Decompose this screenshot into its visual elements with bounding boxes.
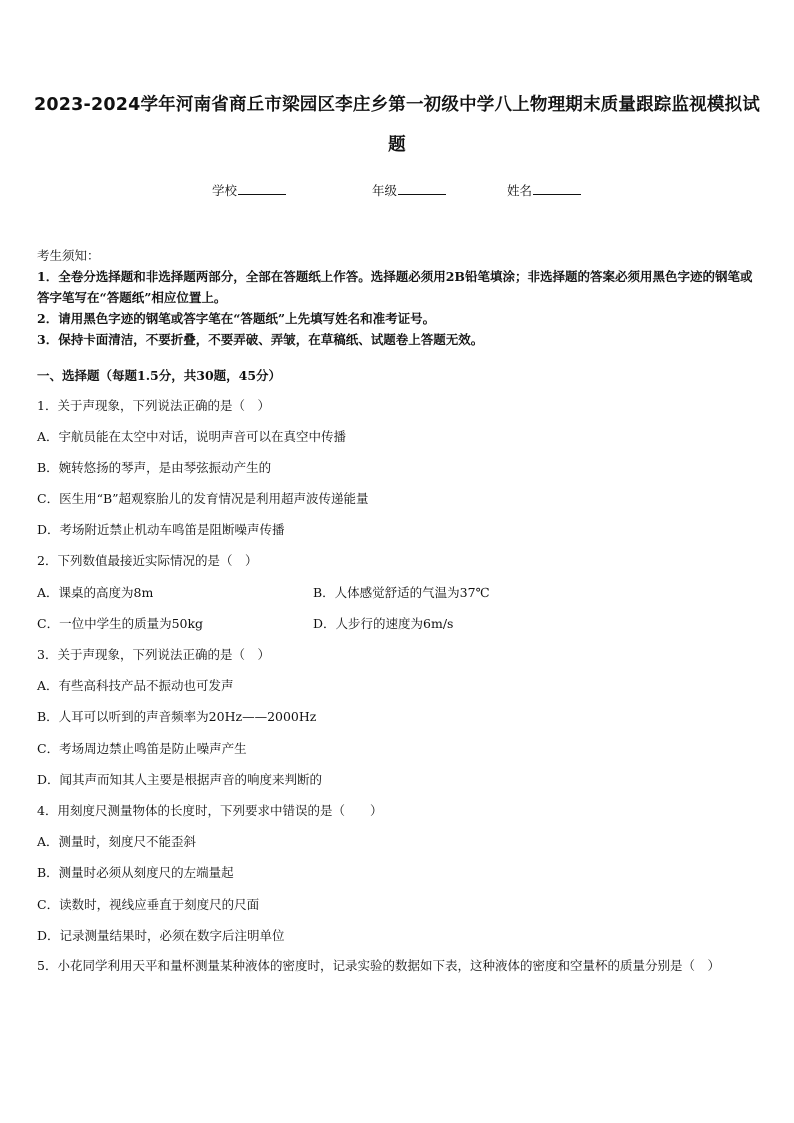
question-stem: 3．关于声现象，下列说法正确的是（ ）: [37, 647, 270, 662]
school-label: 学校: [212, 183, 238, 198]
question-option[interactable]: C．读数时，视线应垂直于刻度尺的尺面: [37, 897, 260, 912]
question-option[interactable]: B．人体感觉舒适的气温为37℃: [313, 585, 490, 600]
question-option[interactable]: D．考场附近禁止机动车鸣笛是阻断噪声传播: [37, 522, 285, 537]
question-stem: 5．小花同学利用天平和量杯测量某种液体的密度时，记录实验的数据如下表，这种液体的密度和空量杯的质量分别是（ ）: [37, 958, 720, 973]
notice-item: 2．请用黑色字迹的钢笔或答字笔在“答题纸”上先填写姓名和准考证号。: [37, 311, 436, 326]
question-option[interactable]: A．有些高科技产品不振动也可发声: [37, 678, 234, 693]
question-stem: 1．关于声现象，下列说法正确的是（ ）: [37, 398, 270, 413]
exam-notice: [37, 245, 761, 350]
question-option[interactable]: D．人步行的速度为6m/s: [313, 616, 454, 631]
name-field: [507, 180, 581, 199]
question-option[interactable]: C．考场周边禁止鸣笛是防止噪声产生: [37, 741, 247, 756]
school-blank[interactable]: [238, 180, 286, 195]
section-heading: 一、选择题（每题1.5分，共30题，45分）: [37, 368, 282, 383]
page-title: 2023-2024学年河南省商丘市梁园区李庄乡第一初级中学八上物理期末质量跟踪监视模拟试题: [34, 95, 760, 155]
question-option[interactable]: B．人耳可以听到的声音频率为20Hz——2000Hz: [37, 709, 317, 724]
notice-heading: 考生须知：: [37, 248, 100, 263]
grade-blank[interactable]: [398, 180, 446, 195]
school-field: [212, 180, 286, 199]
grade-label: 年级: [372, 183, 398, 198]
question-option[interactable]: D．闻其声而知其人主要是根据声音的响度来判断的: [37, 772, 323, 787]
question-option[interactable]: B．测量时必须从刻度尺的左端量起: [37, 865, 234, 880]
question-option[interactable]: A．课桌的高度为8m: [37, 585, 154, 600]
question-option[interactable]: A．测量时，刻度尺不能歪斜: [37, 834, 197, 849]
question-stem: 4．用刻度尺测量物体的长度时，下列要求中错误的是（ ）: [37, 803, 383, 818]
question-stem: 2．下列数值最接近实际情况的是（ ）: [37, 553, 258, 568]
name-blank[interactable]: [533, 180, 581, 195]
name-label: 姓名: [507, 183, 533, 198]
notice-item: 3．保持卡面清洁，不要折叠，不要弄破、弄皱，在草稿纸、试题卷上答题无效。: [37, 332, 484, 347]
question-option[interactable]: C．一位中学生的质量为50kg: [37, 616, 204, 631]
student-info-row: [0, 180, 794, 200]
question-option[interactable]: B．婉转悠扬的琴声，是由琴弦振动产生的: [37, 460, 272, 475]
grade-field: [372, 180, 446, 199]
question-option[interactable]: A．宇航员能在太空中对话，说明声音可以在真空中传播: [37, 429, 347, 444]
question-option[interactable]: C．医生用“B”超观察胎儿的发育情况是利用超声波传递能量: [37, 491, 369, 506]
question-option[interactable]: D．记录测量结果时，必须在数字后注明单位: [37, 928, 285, 943]
notice-item: 1．全卷分选择题和非选择题两部分，全部在答题纸上作答。选择题必须用2B铅笔填涂；非选择题的答案必须用黑色字迹的钢笔或答字笔写在“答题纸”相应位置上。: [37, 269, 753, 305]
